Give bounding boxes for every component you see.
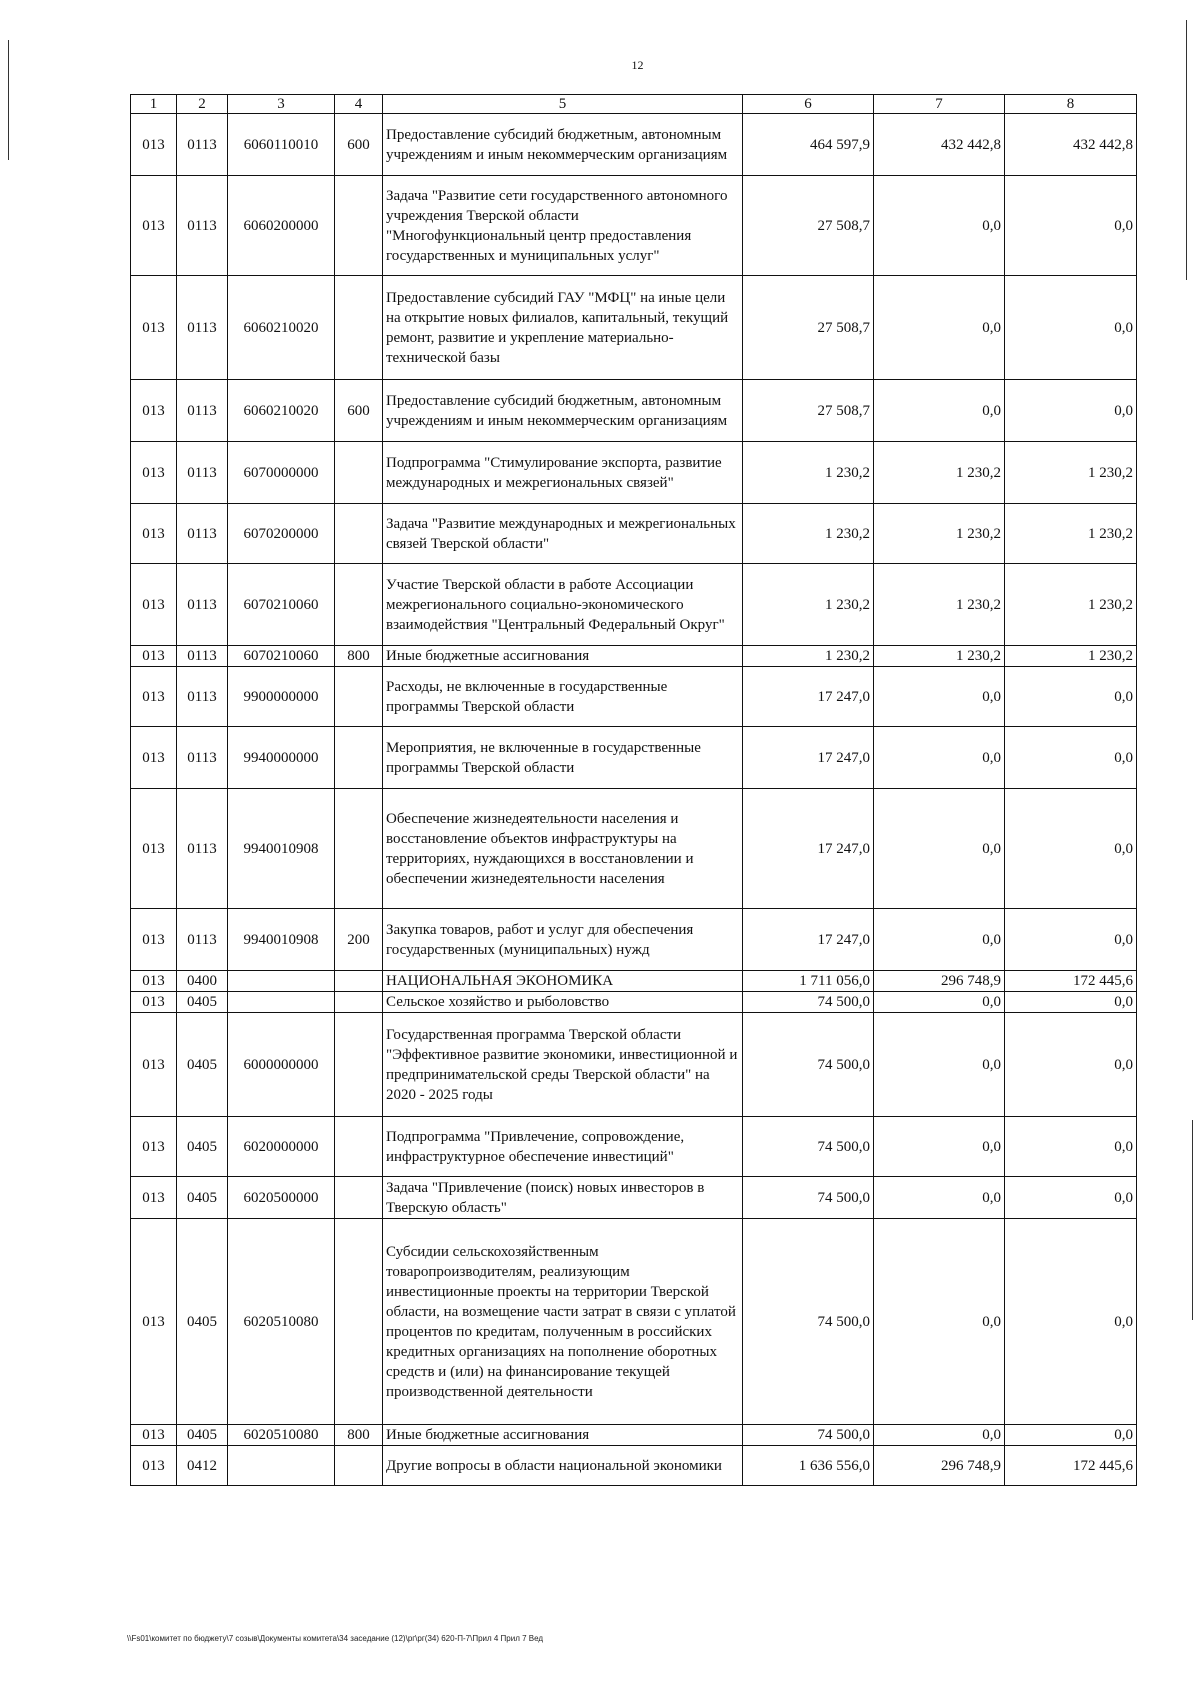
cell-amount-2021: 27 508,7 bbox=[743, 380, 874, 442]
scan-edge-line bbox=[1192, 1120, 1193, 1320]
cell-description: НАЦИОНАЛЬНАЯ ЭКОНОМИКА bbox=[383, 971, 743, 992]
cell-expense-type bbox=[335, 1117, 383, 1177]
budget-table bbox=[130, 94, 1137, 1486]
cell-amount-2022: 0,0 bbox=[874, 909, 1005, 971]
cell-amount-2022: 1 230,2 bbox=[874, 504, 1005, 564]
cell-subsection: 0405 bbox=[177, 992, 228, 1013]
page-number: 12 bbox=[631, 58, 644, 72]
table-row bbox=[131, 971, 1137, 992]
cell-amount-2022: 0,0 bbox=[874, 1425, 1005, 1446]
cell-subsection: 0113 bbox=[177, 276, 228, 380]
cell-expense-type bbox=[335, 1177, 383, 1219]
cell-subsection: 0113 bbox=[177, 380, 228, 442]
table-row bbox=[131, 1013, 1137, 1117]
cell-expense-type bbox=[335, 564, 383, 646]
cell-expense-type bbox=[335, 971, 383, 992]
table-row bbox=[131, 727, 1137, 789]
cell-description: Предоставление субсидий бюджетным, автономным учреждениям и иным некоммерческим организациям bbox=[383, 380, 743, 442]
cell-target-article: 6060110010 bbox=[228, 114, 335, 176]
cell-amount-2021: 464 597,9 bbox=[743, 114, 874, 176]
cell-amount-2021: 74 500,0 bbox=[743, 1177, 874, 1219]
table-row bbox=[131, 504, 1137, 564]
cell-expense-type bbox=[335, 727, 383, 789]
cell-amount-2022: 0,0 bbox=[874, 992, 1005, 1013]
table-row bbox=[131, 646, 1137, 667]
cell-section: 013 bbox=[131, 1446, 177, 1486]
cell-amount-2022: 1 230,2 bbox=[874, 564, 1005, 646]
cell-amount-2022: 296 748,9 bbox=[874, 1446, 1005, 1486]
cell-description: Задача "Развитие международных и межрегиональных связей Тверской области" bbox=[383, 504, 743, 564]
cell-amount-2022: 0,0 bbox=[874, 727, 1005, 789]
cell-amount-2021: 74 500,0 bbox=[743, 1219, 874, 1425]
cell-amount-2021: 74 500,0 bbox=[743, 1117, 874, 1177]
cell-amount-2023: 0,0 bbox=[1005, 1219, 1137, 1425]
cell-amount-2023: 0,0 bbox=[1005, 380, 1137, 442]
cell-expense-type bbox=[335, 1446, 383, 1486]
cell-description: Задача "Привлечение (поиск) новых инвесторов в Тверскую область" bbox=[383, 1177, 743, 1219]
cell-amount-2022: 0,0 bbox=[874, 1013, 1005, 1117]
cell-subsection: 0113 bbox=[177, 504, 228, 564]
header-cell: 2 bbox=[177, 95, 228, 114]
cell-subsection: 0113 bbox=[177, 909, 228, 971]
cell-description: Закупка товаров, работ и услуг для обеспечения государственных (муниципальных) нужд bbox=[383, 909, 743, 971]
cell-expense-type bbox=[335, 176, 383, 276]
cell-expense-type: 200 bbox=[335, 909, 383, 971]
cell-amount-2021: 1 230,2 bbox=[743, 646, 874, 667]
cell-section: 013 bbox=[131, 789, 177, 909]
cell-description: Иные бюджетные ассигнования bbox=[383, 646, 743, 667]
cell-description: Участие Тверской области в работе Ассоциации межрегионального социально-экономического взаимодействия "Центральный Федеральный Округ" bbox=[383, 564, 743, 646]
cell-target-article: 6070000000 bbox=[228, 442, 335, 504]
table-row bbox=[131, 1117, 1137, 1177]
cell-description: Иные бюджетные ассигнования bbox=[383, 1425, 743, 1446]
cell-target-article: 6000000000 bbox=[228, 1013, 335, 1117]
cell-amount-2023: 1 230,2 bbox=[1005, 646, 1137, 667]
header-cell: 7 bbox=[874, 95, 1005, 114]
cell-amount-2023: 0,0 bbox=[1005, 667, 1137, 727]
cell-amount-2023: 0,0 bbox=[1005, 789, 1137, 909]
cell-amount-2023: 0,0 bbox=[1005, 1013, 1137, 1117]
table-row bbox=[131, 992, 1137, 1013]
cell-expense-type: 600 bbox=[335, 114, 383, 176]
cell-amount-2022: 0,0 bbox=[874, 667, 1005, 727]
footer-file-path: \\Fs01\комитет по бюджету\7 созыв\Документы комитета\34 заседание (12)\рг\рг(34) 620-П-7\Прил 4 Прил 7 Вед bbox=[127, 1634, 544, 1643]
cell-section: 013 bbox=[131, 1425, 177, 1446]
table-row bbox=[131, 114, 1137, 176]
cell-subsection: 0405 bbox=[177, 1219, 228, 1425]
header-cell: 1 bbox=[131, 95, 177, 114]
cell-amount-2021: 74 500,0 bbox=[743, 1013, 874, 1117]
cell-amount-2023: 0,0 bbox=[1005, 1177, 1137, 1219]
cell-section: 013 bbox=[131, 909, 177, 971]
cell-target-article: 6070210060 bbox=[228, 564, 335, 646]
cell-target-article: 6060200000 bbox=[228, 176, 335, 276]
cell-target-article: 6060210020 bbox=[228, 380, 335, 442]
cell-amount-2021: 27 508,7 bbox=[743, 176, 874, 276]
table-row bbox=[131, 380, 1137, 442]
cell-expense-type bbox=[335, 667, 383, 727]
cell-expense-type bbox=[335, 992, 383, 1013]
cell-amount-2023: 0,0 bbox=[1005, 1425, 1137, 1446]
cell-section: 013 bbox=[131, 1219, 177, 1425]
cell-amount-2023: 432 442,8 bbox=[1005, 114, 1137, 176]
header-cell: 5 bbox=[383, 95, 743, 114]
cell-expense-type bbox=[335, 276, 383, 380]
cell-amount-2023: 0,0 bbox=[1005, 727, 1137, 789]
cell-amount-2023: 0,0 bbox=[1005, 1117, 1137, 1177]
cell-section: 013 bbox=[131, 504, 177, 564]
cell-section: 013 bbox=[131, 971, 177, 992]
cell-expense-type: 600 bbox=[335, 380, 383, 442]
scan-edge-line bbox=[1186, 20, 1187, 280]
cell-target-article: 9900000000 bbox=[228, 667, 335, 727]
cell-expense-type: 800 bbox=[335, 1425, 383, 1446]
cell-description: Подпрограмма "Стимулирование экспорта, развитие международных и межрегиональных связей" bbox=[383, 442, 743, 504]
cell-amount-2022: 0,0 bbox=[874, 789, 1005, 909]
cell-target-article: 9940010908 bbox=[228, 909, 335, 971]
table-row bbox=[131, 1425, 1137, 1446]
cell-section: 013 bbox=[131, 646, 177, 667]
table-row bbox=[131, 1177, 1137, 1219]
cell-target-article: 6020510080 bbox=[228, 1425, 335, 1446]
cell-expense-type: 800 bbox=[335, 646, 383, 667]
cell-description: Предоставление субсидий ГАУ "МФЦ" на иные цели на открытие новых филиалов, капитальный, текущий ремонт, развитие и укрепление материально-технической базы bbox=[383, 276, 743, 380]
cell-expense-type bbox=[335, 442, 383, 504]
cell-amount-2021: 27 508,7 bbox=[743, 276, 874, 380]
table-header-row bbox=[131, 95, 1137, 114]
cell-description: Другие вопросы в области национальной экономики bbox=[383, 1446, 743, 1486]
cell-amount-2021: 17 247,0 bbox=[743, 667, 874, 727]
table-row bbox=[131, 909, 1137, 971]
cell-expense-type bbox=[335, 1219, 383, 1425]
cell-expense-type bbox=[335, 1013, 383, 1117]
cell-section: 013 bbox=[131, 667, 177, 727]
cell-amount-2023: 0,0 bbox=[1005, 276, 1137, 380]
cell-amount-2023: 1 230,2 bbox=[1005, 564, 1137, 646]
cell-target-article: 6070200000 bbox=[228, 504, 335, 564]
header-cell: 4 bbox=[335, 95, 383, 114]
scan-edge-line bbox=[8, 40, 9, 160]
cell-description: Государственная программа Тверской области "Эффективное развитие экономики, инвестиционной и предпринимательской среды Тверской области" на 2020 - 2025 годы bbox=[383, 1013, 743, 1117]
cell-expense-type bbox=[335, 504, 383, 564]
cell-amount-2021: 1 711 056,0 bbox=[743, 971, 874, 992]
cell-amount-2023: 1 230,2 bbox=[1005, 442, 1137, 504]
cell-amount-2021: 1 636 556,0 bbox=[743, 1446, 874, 1486]
cell-description: Предоставление субсидий бюджетным, автономным учреждениям и иным некоммерческим организациям bbox=[383, 114, 743, 176]
cell-target-article bbox=[228, 1446, 335, 1486]
cell-subsection: 0113 bbox=[177, 114, 228, 176]
cell-amount-2022: 296 748,9 bbox=[874, 971, 1005, 992]
cell-description: Сельское хозяйство и рыболовство bbox=[383, 992, 743, 1013]
cell-target-article: 6020500000 bbox=[228, 1177, 335, 1219]
cell-amount-2021: 74 500,0 bbox=[743, 1425, 874, 1446]
cell-amount-2023: 172 445,6 bbox=[1005, 971, 1137, 992]
cell-subsection: 0412 bbox=[177, 1446, 228, 1486]
table-row bbox=[131, 789, 1137, 909]
cell-description: Обеспечение жизнедеятельности населения и восстановление объектов инфраструктуры на территориях, нуждающихся в восстановлении и обеспечении жизнедеятельности населения bbox=[383, 789, 743, 909]
cell-subsection: 0113 bbox=[177, 727, 228, 789]
cell-amount-2022: 0,0 bbox=[874, 1117, 1005, 1177]
cell-amount-2022: 0,0 bbox=[874, 380, 1005, 442]
cell-subsection: 0405 bbox=[177, 1177, 228, 1219]
cell-description: Расходы, не включенные в государственные программы Тверской области bbox=[383, 667, 743, 727]
cell-amount-2022: 432 442,8 bbox=[874, 114, 1005, 176]
cell-target-article: 6070210060 bbox=[228, 646, 335, 667]
cell-section: 013 bbox=[131, 1177, 177, 1219]
cell-subsection: 0113 bbox=[177, 667, 228, 727]
cell-target-article: 6020000000 bbox=[228, 1117, 335, 1177]
cell-target-article: 9940010908 bbox=[228, 789, 335, 909]
cell-description: Мероприятия, не включенные в государственные программы Тверской области bbox=[383, 727, 743, 789]
cell-section: 013 bbox=[131, 442, 177, 504]
cell-section: 013 bbox=[131, 114, 177, 176]
cell-subsection: 0113 bbox=[177, 789, 228, 909]
cell-amount-2023: 0,0 bbox=[1005, 176, 1137, 276]
cell-amount-2022: 0,0 bbox=[874, 276, 1005, 380]
cell-target-article bbox=[228, 971, 335, 992]
table-row bbox=[131, 176, 1137, 276]
header-cell: 3 bbox=[228, 95, 335, 114]
cell-amount-2021: 17 247,0 bbox=[743, 909, 874, 971]
cell-section: 013 bbox=[131, 992, 177, 1013]
cell-target-article: 6060210020 bbox=[228, 276, 335, 380]
cell-amount-2021: 1 230,2 bbox=[743, 504, 874, 564]
cell-subsection: 0405 bbox=[177, 1013, 228, 1117]
header-cell: 6 bbox=[743, 95, 874, 114]
cell-subsection: 0405 bbox=[177, 1425, 228, 1446]
cell-subsection: 0405 bbox=[177, 1117, 228, 1177]
cell-amount-2021: 1 230,2 bbox=[743, 442, 874, 504]
cell-subsection: 0400 bbox=[177, 971, 228, 992]
cell-expense-type bbox=[335, 789, 383, 909]
cell-amount-2022: 1 230,2 bbox=[874, 646, 1005, 667]
cell-target-article: 6020510080 bbox=[228, 1219, 335, 1425]
cell-amount-2023: 172 445,6 bbox=[1005, 1446, 1137, 1486]
cell-amount-2021: 74 500,0 bbox=[743, 992, 874, 1013]
cell-description: Задача "Развитие сети государственного автономного учреждения Тверской области "Многофункциональный центр предоставления государственных и муниципальных услуг" bbox=[383, 176, 743, 276]
cell-amount-2021: 1 230,2 bbox=[743, 564, 874, 646]
cell-section: 013 bbox=[131, 380, 177, 442]
cell-amount-2022: 0,0 bbox=[874, 176, 1005, 276]
cell-section: 013 bbox=[131, 564, 177, 646]
table-row bbox=[131, 667, 1137, 727]
cell-amount-2022: 0,0 bbox=[874, 1177, 1005, 1219]
table-row bbox=[131, 276, 1137, 380]
header-cell: 8 bbox=[1005, 95, 1137, 114]
cell-subsection: 0113 bbox=[177, 564, 228, 646]
table-row bbox=[131, 1446, 1137, 1486]
table-row bbox=[131, 1219, 1137, 1425]
cell-amount-2021: 17 247,0 bbox=[743, 727, 874, 789]
cell-section: 013 bbox=[131, 1013, 177, 1117]
cell-amount-2023: 1 230,2 bbox=[1005, 504, 1137, 564]
cell-target-article bbox=[228, 992, 335, 1013]
cell-section: 013 bbox=[131, 1117, 177, 1177]
table-row bbox=[131, 564, 1137, 646]
cell-amount-2021: 17 247,0 bbox=[743, 789, 874, 909]
cell-amount-2023: 0,0 bbox=[1005, 992, 1137, 1013]
cell-section: 013 bbox=[131, 727, 177, 789]
cell-subsection: 0113 bbox=[177, 646, 228, 667]
table-row bbox=[131, 442, 1137, 504]
cell-description: Подпрограмма "Привлечение, сопровождение, инфраструктурное обеспечение инвестиций" bbox=[383, 1117, 743, 1177]
cell-amount-2023: 0,0 bbox=[1005, 909, 1137, 971]
cell-amount-2022: 0,0 bbox=[874, 1219, 1005, 1425]
cell-subsection: 0113 bbox=[177, 442, 228, 504]
cell-amount-2022: 1 230,2 bbox=[874, 442, 1005, 504]
cell-section: 013 bbox=[131, 276, 177, 380]
cell-target-article: 9940000000 bbox=[228, 727, 335, 789]
cell-section: 013 bbox=[131, 176, 177, 276]
cell-description: Субсидии сельскохозяйственным товаропроизводителям, реализующим инвестиционные проекты на территории Тверской области, на возмещение части затрат в связи с уплатой процентов по кредитам, полученным в российских кредитных организациях на пополнение оборотных средств и (или) на финансирование текущей производственной деятельности bbox=[383, 1219, 743, 1425]
cell-subsection: 0113 bbox=[177, 176, 228, 276]
